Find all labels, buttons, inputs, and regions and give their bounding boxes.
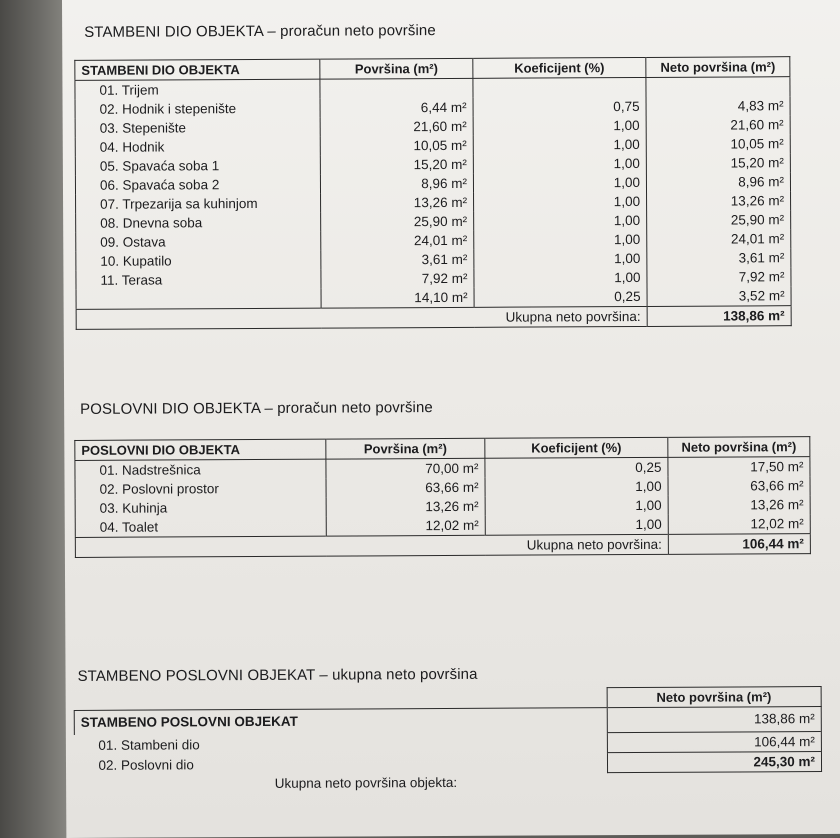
ukupno-table bbox=[74, 686, 823, 794]
row-net-area: 15,20 m² bbox=[730, 155, 784, 171]
row-net-area: 3,61 m² bbox=[738, 250, 785, 266]
header-spacer bbox=[74, 688, 607, 711]
row-name: 07. Trpezarija sa kuhinjom bbox=[76, 194, 321, 214]
row-net-area: 13,26 m² bbox=[730, 193, 785, 209]
total-spacer bbox=[76, 307, 474, 329]
row-area: 14,10 m² bbox=[321, 288, 474, 308]
header-coefficient: Koeficijent (%) bbox=[485, 437, 668, 458]
poslovni-title: POSLOVNI DIO OBJEKTA – proračun neto površine bbox=[80, 399, 433, 418]
header-area: Površina (m²) bbox=[320, 58, 473, 79]
header-area: Površina (m²) bbox=[326, 438, 485, 459]
header-net-area: Neto površina (m²) bbox=[668, 437, 810, 458]
ukupno-row-name: 02. Poslovni dio bbox=[98, 756, 194, 773]
document-page bbox=[62, 0, 840, 838]
row-net-area: 12,02 m² bbox=[750, 516, 804, 532]
row-area: 13,26 m² bbox=[326, 497, 485, 517]
row-coefficient: 1,00 bbox=[473, 154, 646, 174]
row-area: 70,00 m² bbox=[326, 458, 485, 478]
total-row bbox=[75, 534, 810, 558]
header-section-name: POSLOVNI DIO OBJEKTA bbox=[75, 439, 326, 460]
total-spacer bbox=[607, 771, 822, 791]
total-spacer bbox=[75, 535, 485, 557]
row-name: 04. Toalet bbox=[75, 517, 326, 538]
row-coefficient: 1,00 bbox=[473, 173, 646, 193]
row-area: 24,01 m² bbox=[321, 231, 474, 251]
row-coefficient: 1,00 bbox=[474, 211, 647, 231]
page-shadow bbox=[0, 0, 70, 838]
row-name: 08. Dnevna soba bbox=[76, 213, 321, 233]
total-row bbox=[75, 771, 822, 794]
row-area: 15,20 m² bbox=[320, 155, 473, 175]
row-net-area: 4,83 m² bbox=[737, 98, 784, 114]
row-net-area: 24,01 m² bbox=[730, 231, 785, 247]
total-row bbox=[76, 306, 791, 330]
row-area: 13,26 m² bbox=[321, 193, 474, 213]
row-name: 01. Nadstrešnica bbox=[75, 459, 326, 480]
row-name: 10. Kupatilo bbox=[76, 251, 321, 271]
row-net-area: 63,66 m² bbox=[750, 478, 804, 494]
row-name: 01. Trijem bbox=[75, 79, 320, 100]
row-net-area bbox=[646, 77, 790, 97]
row-coefficient: 0,75 bbox=[473, 97, 646, 117]
row-net-area: 25,90 m² bbox=[730, 212, 785, 228]
row-coefficient: 1,00 bbox=[474, 192, 647, 212]
ukupno-row-name: 01. Stambeni dio bbox=[98, 736, 200, 753]
row-net-area: 3,52 m² bbox=[738, 288, 785, 304]
row-coefficient: 1,00 bbox=[473, 116, 646, 136]
row-coefficient bbox=[473, 77, 646, 97]
row-name: 03. Stepenište bbox=[75, 118, 320, 138]
row-name: 02. Poslovni prostor bbox=[75, 479, 326, 499]
row-area: 10,05 m² bbox=[320, 136, 473, 156]
total-label: Ukupna neto površina: bbox=[474, 306, 647, 327]
row-net-area: 10,05 m² bbox=[730, 136, 784, 152]
row-net-area: 7,92 m² bbox=[738, 269, 785, 285]
row-net-area: 8,96 m² bbox=[738, 174, 785, 190]
row-name: 09. Ostava bbox=[76, 232, 321, 252]
ukupno-section-name: STAMBENO POSLOVNI OBJEKAT bbox=[74, 708, 607, 735]
poslovni-table bbox=[74, 436, 811, 558]
row-name: 03. Kuhinja bbox=[75, 498, 326, 518]
header-net-area: Neto površina (m²) bbox=[607, 687, 822, 708]
stambeni-table bbox=[74, 56, 791, 330]
total-value: 138,86 m² bbox=[647, 306, 791, 327]
row-area: 63,66 m² bbox=[326, 478, 485, 498]
total-value: 106,44 m² bbox=[668, 534, 810, 555]
row-name: 04. Hodnik bbox=[75, 137, 320, 157]
row-coefficient: 1,00 bbox=[473, 135, 646, 155]
row-coefficient: 1,00 bbox=[474, 268, 647, 288]
row-area: 6,44 m² bbox=[320, 98, 473, 118]
row-name: 06. Spavaća soba 2 bbox=[75, 175, 320, 195]
ukupno-total-label: Ukupna neto površina objekta: bbox=[274, 774, 458, 791]
ukupno-total-value: 245,30 m² bbox=[607, 751, 822, 772]
row-net-area: 17,50 m² bbox=[750, 459, 804, 475]
row-area bbox=[320, 78, 473, 98]
row-area: 21,60 m² bbox=[320, 117, 473, 137]
header-section-name: STAMBENI DIO OBJEKTA bbox=[75, 59, 320, 80]
row-name: 02. Hodnik i stepenište bbox=[75, 99, 320, 119]
stambeni-title: STAMBENI DIO OBJEKTA – proračun neto površine bbox=[84, 22, 436, 41]
row-coefficient: 1,00 bbox=[485, 477, 668, 497]
header-coefficient: Koeficijent (%) bbox=[473, 57, 646, 78]
row-coefficient: 1,00 bbox=[485, 496, 668, 516]
ukupno-stambeni-net: 138,86 m² bbox=[607, 707, 822, 733]
row-area: 12,02 m² bbox=[326, 516, 485, 536]
row-area: 8,96 m² bbox=[320, 174, 473, 194]
row-area: 25,90 m² bbox=[321, 212, 474, 232]
row-area: 7,92 m² bbox=[321, 269, 474, 289]
row-name: 11. Terasa bbox=[76, 270, 321, 290]
row-coefficient: 0,25 bbox=[485, 457, 668, 477]
row-name bbox=[76, 289, 321, 310]
ukupno-poslovni-net: 106,44 m² bbox=[607, 731, 822, 752]
row-name: 05. Spavaća soba 1 bbox=[75, 156, 320, 176]
row-coefficient: 1,00 bbox=[474, 230, 647, 250]
row-net-area: 21,60 m² bbox=[730, 117, 784, 133]
row-coefficient: 0,25 bbox=[474, 287, 647, 307]
row-area: 3,61 m² bbox=[321, 250, 474, 270]
header-net-area: Neto površina (m²) bbox=[646, 57, 790, 78]
row-coefficient: 1,00 bbox=[474, 249, 647, 269]
ukupno-title: STAMBENO POSLOVNI OBJEKAT – ukupna neto površina bbox=[77, 665, 478, 685]
row-coefficient: 1,00 bbox=[485, 515, 668, 535]
total-label: Ukupna neto površina: bbox=[485, 534, 668, 555]
row-net-area: 13,26 m² bbox=[750, 497, 804, 513]
